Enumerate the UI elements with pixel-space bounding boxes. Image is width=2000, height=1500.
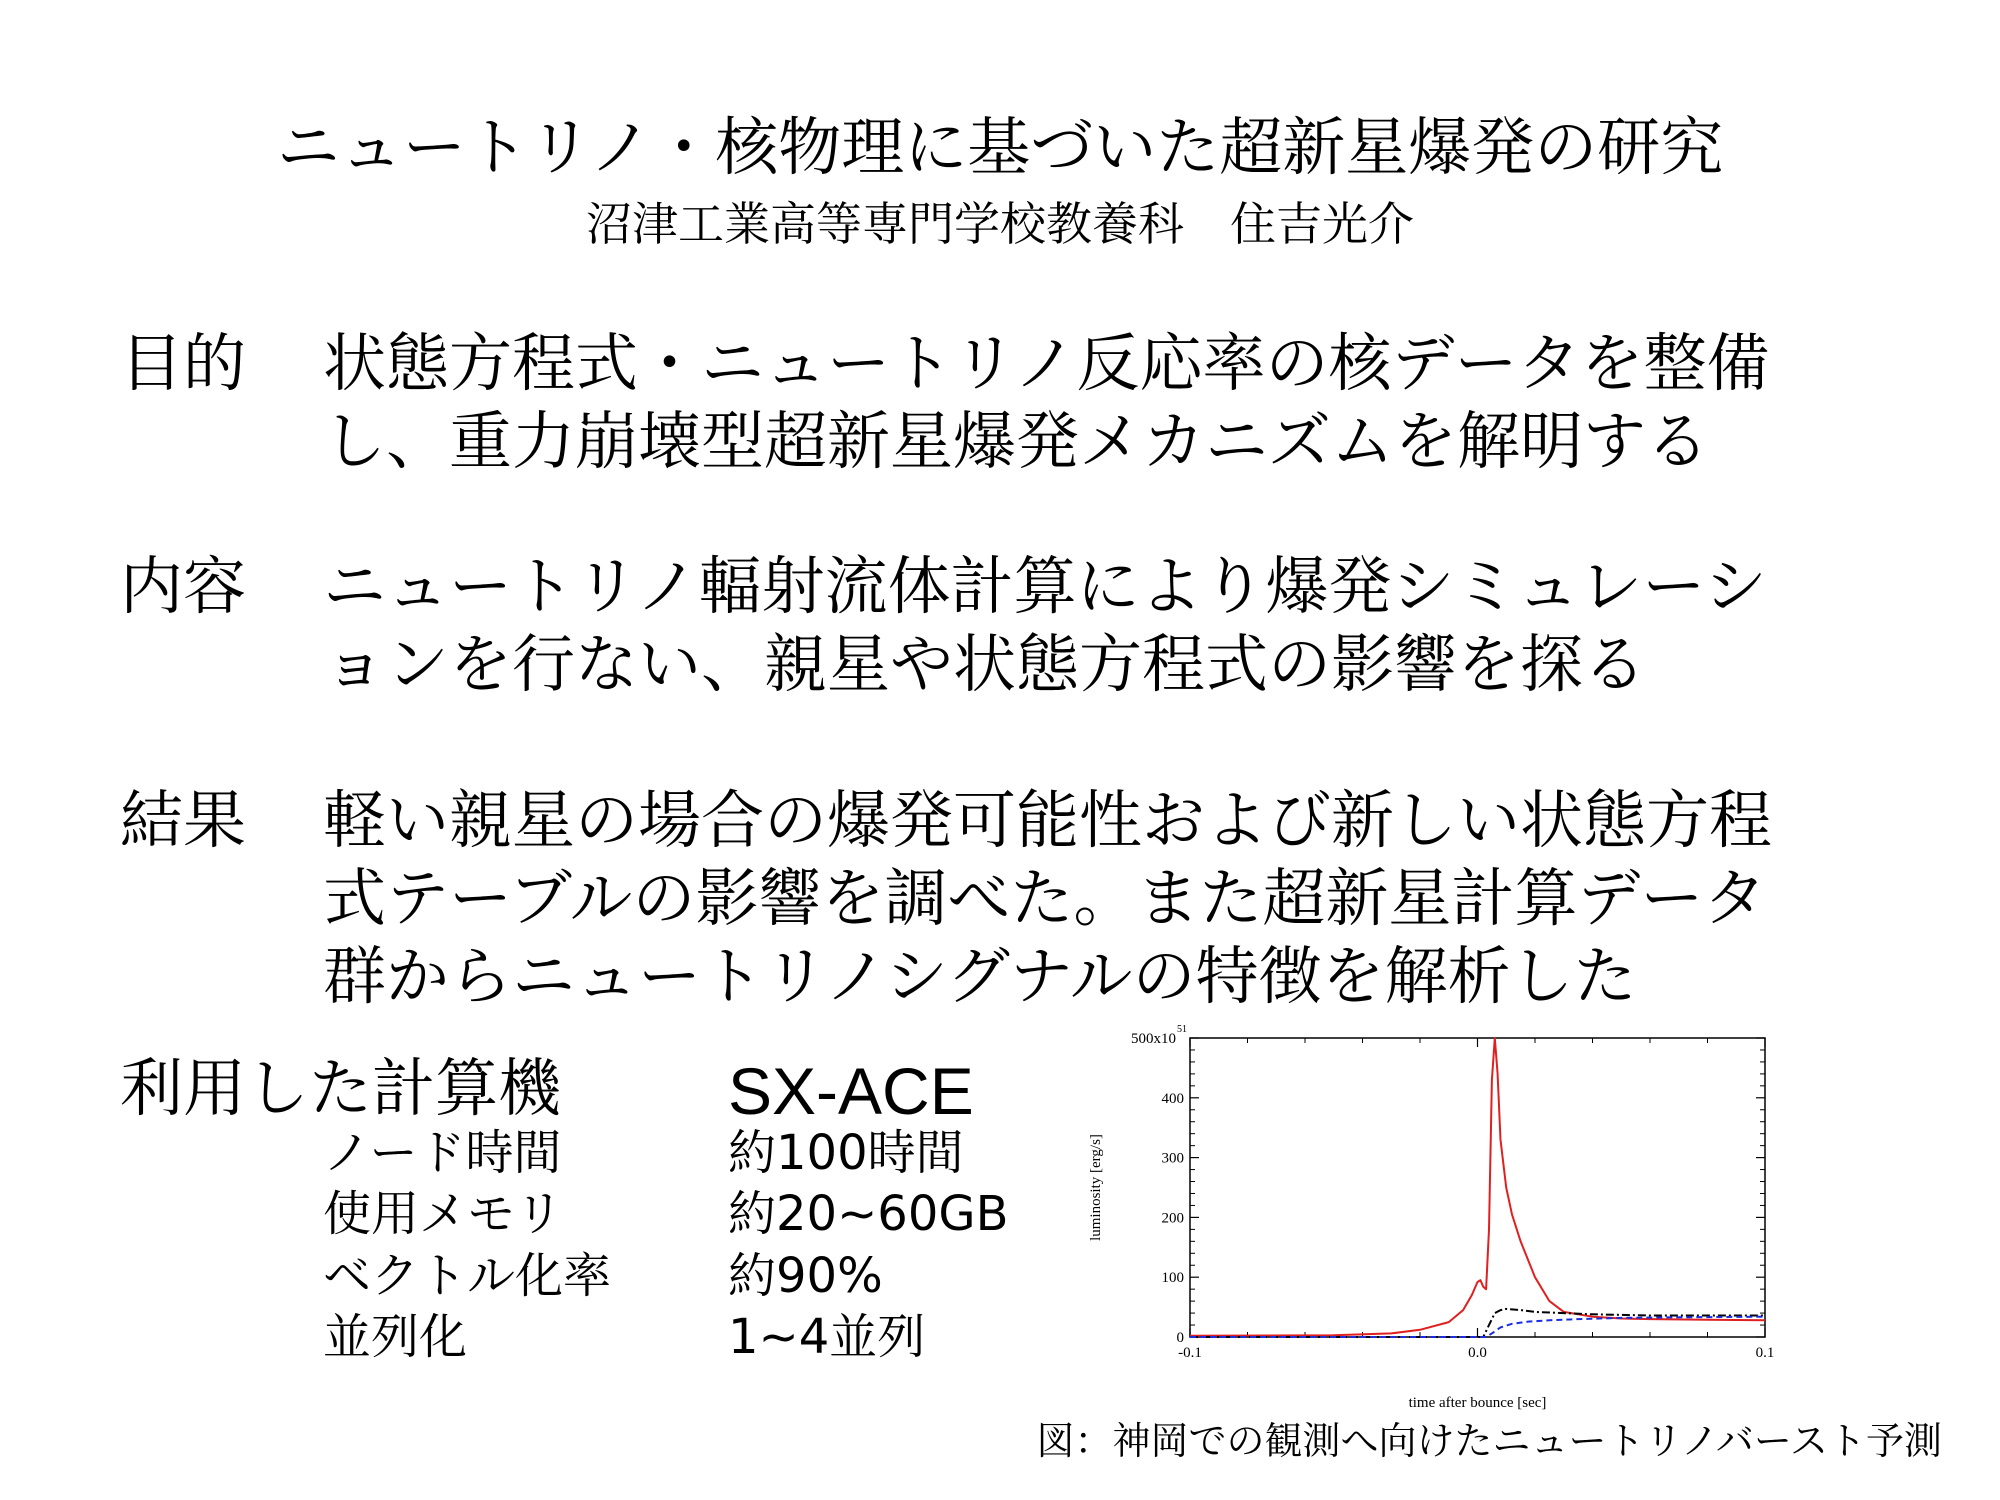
- y-tick-label: 0: [1176, 1330, 1184, 1346]
- section-body-content: [323, 548, 1767, 704]
- axis-ticks: [1131, 1024, 1774, 1361]
- x-tick-label: -0.1: [1178, 1345, 1202, 1361]
- y-unit-exponent: 51: [1177, 1024, 1187, 1035]
- spec-value: 1~4並列: [728, 1309, 926, 1365]
- x-tick-label: 0.0: [1468, 1345, 1487, 1361]
- section-line: 式テーブルの影響を調べた。また超新星計算データ: [323, 862, 1767, 935]
- section-line: し、重力崩壊型超新星爆発メカニズムを解明する: [323, 405, 1709, 478]
- spec-row: [0, 1123, 1040, 1183]
- chart-series-group: [1190, 1038, 1765, 1337]
- luminosity-chart: [1050, 1015, 1800, 1415]
- author-affiliation: 沼津工業高等専門学校教養科 住吉光介: [586, 197, 1414, 251]
- figure-caption: 図：神岡での観測へ向けたニュートリノバースト予測: [1036, 1419, 1942, 1463]
- y-tick-label: 100: [1161, 1270, 1184, 1287]
- page-title: ニュートリノ・核物理に基づいた超新星爆発の研究: [276, 111, 1724, 184]
- y-tick-label-top: 500x10: [1131, 1031, 1176, 1047]
- section-line: ニュートリノ輻射流体計算により爆発シミュレーシ: [323, 550, 1767, 623]
- spec-label: ノード時間: [323, 1125, 562, 1181]
- spec-row: [0, 1184, 1040, 1244]
- spec-row: [0, 1246, 1040, 1306]
- spec-label: ベクトル化率: [323, 1248, 612, 1304]
- computer-heading: 利用した計算機: [120, 1052, 561, 1125]
- axis-labels: [1088, 1134, 1546, 1411]
- section-label-results: 結果: [120, 784, 246, 857]
- section-body-results: [323, 782, 1772, 1016]
- spec-value: 約20~60GB: [728, 1186, 1009, 1242]
- x-tick-label: 0.1: [1755, 1345, 1775, 1361]
- spec-row: [0, 1307, 1040, 1367]
- computer-name: SX-ACE: [728, 1054, 974, 1128]
- section-line: 状態方程式・ニュートリノ反応率の核データを整備: [323, 327, 1770, 400]
- y-axis-label: luminosity [erg/s]: [1088, 1134, 1104, 1241]
- chart-series-line-1: [1190, 1038, 1765, 1336]
- y-tick-label: 400: [1161, 1090, 1184, 1107]
- section-body-purpose: [323, 325, 1769, 481]
- y-tick-label: 300: [1161, 1150, 1184, 1167]
- spec-label: 使用メモリ: [323, 1186, 564, 1242]
- y-tick-label: 200: [1161, 1210, 1184, 1227]
- x-axis-label: time after bounce [sec]: [1408, 1395, 1547, 1411]
- spec-value: 約100時間: [728, 1125, 964, 1181]
- spec-value: 約90%: [728, 1248, 883, 1304]
- plot-frame: [1190, 1038, 1765, 1337]
- section-label-purpose: 目的: [120, 327, 246, 400]
- section-line: 群からニュートリノシグナルの特徴を解析した: [323, 940, 1637, 1013]
- spec-label: 並列化: [323, 1309, 468, 1365]
- section-line: 軽い親星の場合の爆発可能性および新しい状態方程: [323, 784, 1772, 857]
- plot-border: [1190, 1038, 1765, 1337]
- section-line: ョンを行ない、親星や状態方程式の影響を探る: [323, 628, 1646, 701]
- section-label-content: 内容: [120, 550, 246, 623]
